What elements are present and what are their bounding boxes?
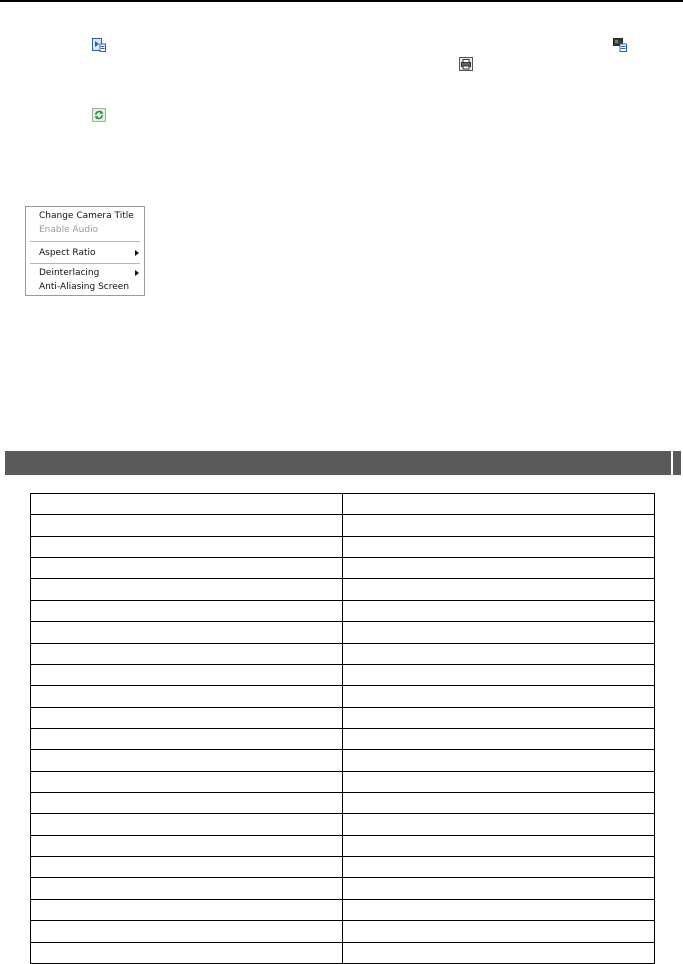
table-cell — [31, 793, 343, 814]
table-row — [31, 814, 655, 835]
table-row — [31, 857, 655, 878]
table-cell — [343, 686, 655, 707]
chevron-right-icon — [135, 250, 139, 256]
table-row — [31, 707, 655, 728]
table-cell — [31, 494, 343, 515]
table-row — [31, 664, 655, 685]
table-cell — [31, 814, 343, 835]
menu-separator — [30, 241, 140, 242]
empty-grid-table — [30, 493, 655, 964]
menu-item-label: Deinterlacing — [39, 268, 100, 278]
table-cell — [343, 664, 655, 685]
menu-item-deinterlacing[interactable] — [39, 267, 99, 279]
table-cell — [343, 899, 655, 920]
print-icon[interactable] — [459, 57, 473, 71]
table-cell — [343, 579, 655, 600]
table-cell — [343, 814, 655, 835]
section-header-bar-end — [673, 451, 681, 475]
table-cell — [343, 771, 655, 792]
section-header-bar — [5, 451, 671, 475]
menu-item-anti-aliasing-screen[interactable]: Anti-Aliasing Screen — [39, 282, 130, 292]
table-cell — [31, 600, 343, 621]
table-row — [31, 921, 655, 942]
table-cell — [31, 750, 343, 771]
table-row — [31, 793, 655, 814]
table-cell — [31, 942, 343, 963]
table-cell — [343, 857, 655, 878]
menu-item-aspect-ratio[interactable] — [39, 247, 139, 259]
table-cell — [31, 686, 343, 707]
table-row — [31, 942, 655, 963]
table-cell — [31, 558, 343, 579]
menu-item-enable-audio[interactable]: Enable Audio — [39, 225, 99, 235]
table-row — [31, 600, 655, 621]
table-row — [31, 750, 655, 771]
refresh-icon[interactable] — [92, 108, 106, 122]
table-row — [31, 579, 655, 600]
table-row — [31, 558, 655, 579]
table-cell — [343, 921, 655, 942]
table-cell — [343, 494, 655, 515]
table-row — [31, 686, 655, 707]
camera-context-menu — [25, 206, 145, 296]
table-row — [31, 536, 655, 557]
top-rule — [0, 0, 683, 2]
table-cell — [31, 643, 343, 664]
table-cell — [343, 728, 655, 749]
table-cell — [343, 515, 655, 536]
table-cell — [343, 793, 655, 814]
table-cell — [31, 771, 343, 792]
table-cell — [31, 664, 343, 685]
table-row — [31, 622, 655, 643]
table-cell — [31, 622, 343, 643]
table-cell — [31, 921, 343, 942]
table-row — [31, 515, 655, 536]
table-cell — [31, 857, 343, 878]
menu-separator — [30, 263, 140, 264]
table-cell — [343, 536, 655, 557]
table-row — [31, 494, 655, 515]
table-cell — [343, 835, 655, 856]
table-cell — [31, 728, 343, 749]
menu-item-label: Aspect Ratio — [39, 248, 96, 258]
table-cell — [31, 707, 343, 728]
table-cell — [31, 579, 343, 600]
chevron-right-icon — [135, 270, 139, 276]
table-cell — [31, 835, 343, 856]
table-row — [31, 878, 655, 899]
table-cell — [343, 643, 655, 664]
table-cell — [31, 536, 343, 557]
table-cell — [31, 899, 343, 920]
table-cell — [31, 515, 343, 536]
table-cell — [343, 558, 655, 579]
screen-layout-icon[interactable] — [613, 38, 627, 52]
play-panel-icon[interactable] — [92, 38, 106, 52]
table-cell — [343, 600, 655, 621]
table-cell — [31, 878, 343, 899]
table-row — [31, 771, 655, 792]
table-row — [31, 728, 655, 749]
table-cell — [343, 707, 655, 728]
table-cell — [343, 622, 655, 643]
menu-item-change-camera-title[interactable]: Change Camera Title — [39, 211, 134, 221]
table-cell — [343, 942, 655, 963]
table-row — [31, 899, 655, 920]
table-row — [31, 643, 655, 664]
table-cell — [343, 750, 655, 771]
table-cell — [343, 878, 655, 899]
table-row — [31, 835, 655, 856]
